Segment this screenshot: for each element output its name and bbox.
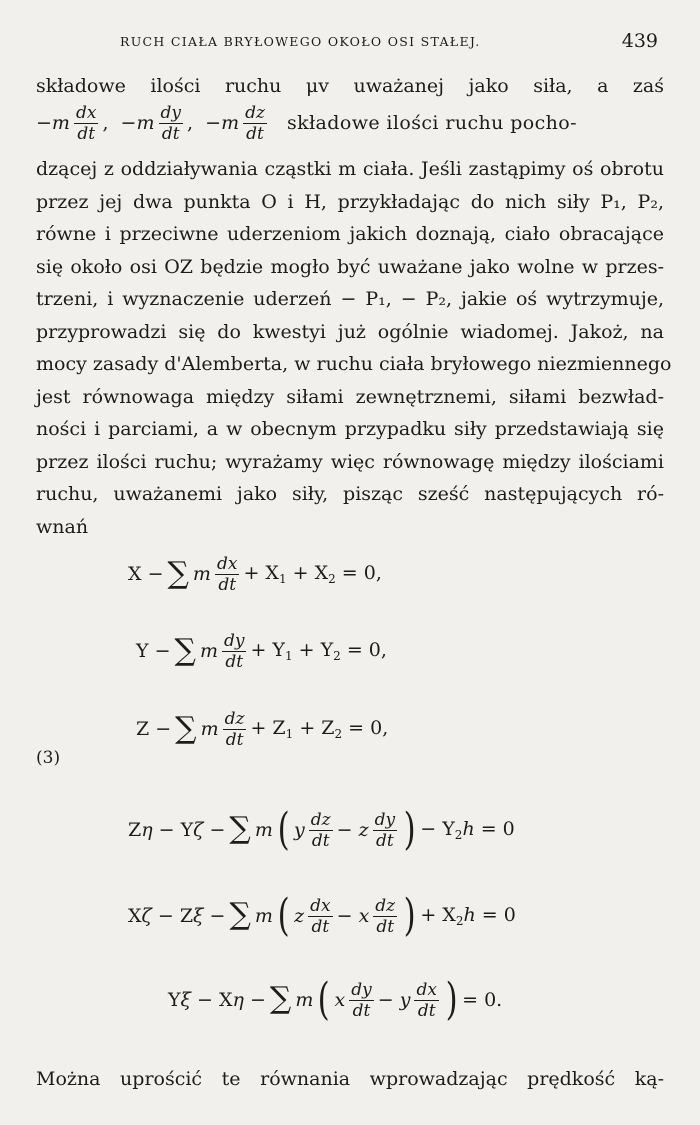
equation-3: Z − ∑ m $\frac{dz}{dt}$ + $Z_1 + Z_2 = 0$, (136, 709, 389, 750)
text-line: przyprowadzi się do kwestyi już ogólnie wiadomej. Jakoż, na (36, 320, 664, 343)
text-line: składowe ilości ruchu μv uważanej jako siła, a zaś (36, 75, 664, 97)
text-line: trzeni, i wyznaczenie uderzeń − P₁, − P₂, jakie oś wytrzymuje, (36, 288, 664, 310)
text-line: wnań (36, 515, 89, 538)
text-line: przez ilości ruchu; wyrażamy więc równowagę między ilościami (36, 450, 664, 473)
text-line: się około osi OZ będzie mogło być uważane jako wolne w przes- (36, 255, 664, 278)
text-line: ności i parciami, a w obecnym przypadku siły przedstawiają się (36, 418, 664, 440)
text-line: przez jej dwa punkta O i H, przykładając do nich siły P₁, P₂, (36, 190, 664, 213)
equation-label: (3) (36, 748, 61, 768)
equation-1: X − ∑ m $\frac{dx}{dt}$ + $X_1 + X_2 = 0$, (128, 554, 382, 595)
paragraph-2 (36, 1063, 664, 1096)
text-line: Można uprościć te równania wprowadzając prędkość ką- (36, 1068, 664, 1090)
momentum-components-line: −m $\frac{dx}{dt}$ , −m $\frac{dy}{dt}$ , −m $\frac{dz}{dt}$ składowe ilości ruchu pocho- (36, 103, 577, 144)
text-line: ruchu, uważanemi jako siły, pisząc sześć następujących ró- (36, 483, 664, 505)
page-number: 439 (621, 30, 658, 52)
equation-2: Y − ∑ m $\frac{dy}{dt}$ + $Y_1 + Y_2 = 0$, (136, 631, 387, 672)
text-line: dzącej z oddziaływania cząstki m ciała. Jeśli zastąpimy oś obrotu (36, 158, 664, 180)
equation-5: Xζ − Zξ − ∑ m ( z $\frac{dx}{dt}$ − x $\frac{dz}{dt}$ ) + $X_2h = 0$ (128, 890, 516, 941)
equation-6: Yξ − Xη − ∑ m ( x $\frac{dy}{dt}$ − y $\frac{dx}{dt}$ ) = 0. (168, 974, 503, 1025)
running-title: RUCH CIAŁA BRYŁOWEGO OKOŁO OSI STAŁEJ. (120, 34, 481, 49)
text-line: mocy zasady d'Alemberta, w ruchu ciała bryłowego niezmiennego (36, 353, 672, 375)
text-line: równe i przeciwne uderzeniom jakich doznają, ciało obracające (36, 223, 664, 245)
text-line: jest równowaga między siłami zewnętrznemi, siłami bezwład- (36, 385, 664, 408)
equation-4: Zη − Yζ − ∑ m ( y $\frac{dz}{dt}$ − z $\frac{dy}{dt}$ ) − $Y_2h = 0$ (128, 804, 515, 855)
paragraph-1-body (36, 153, 672, 543)
paragraph-1 (36, 70, 664, 103)
